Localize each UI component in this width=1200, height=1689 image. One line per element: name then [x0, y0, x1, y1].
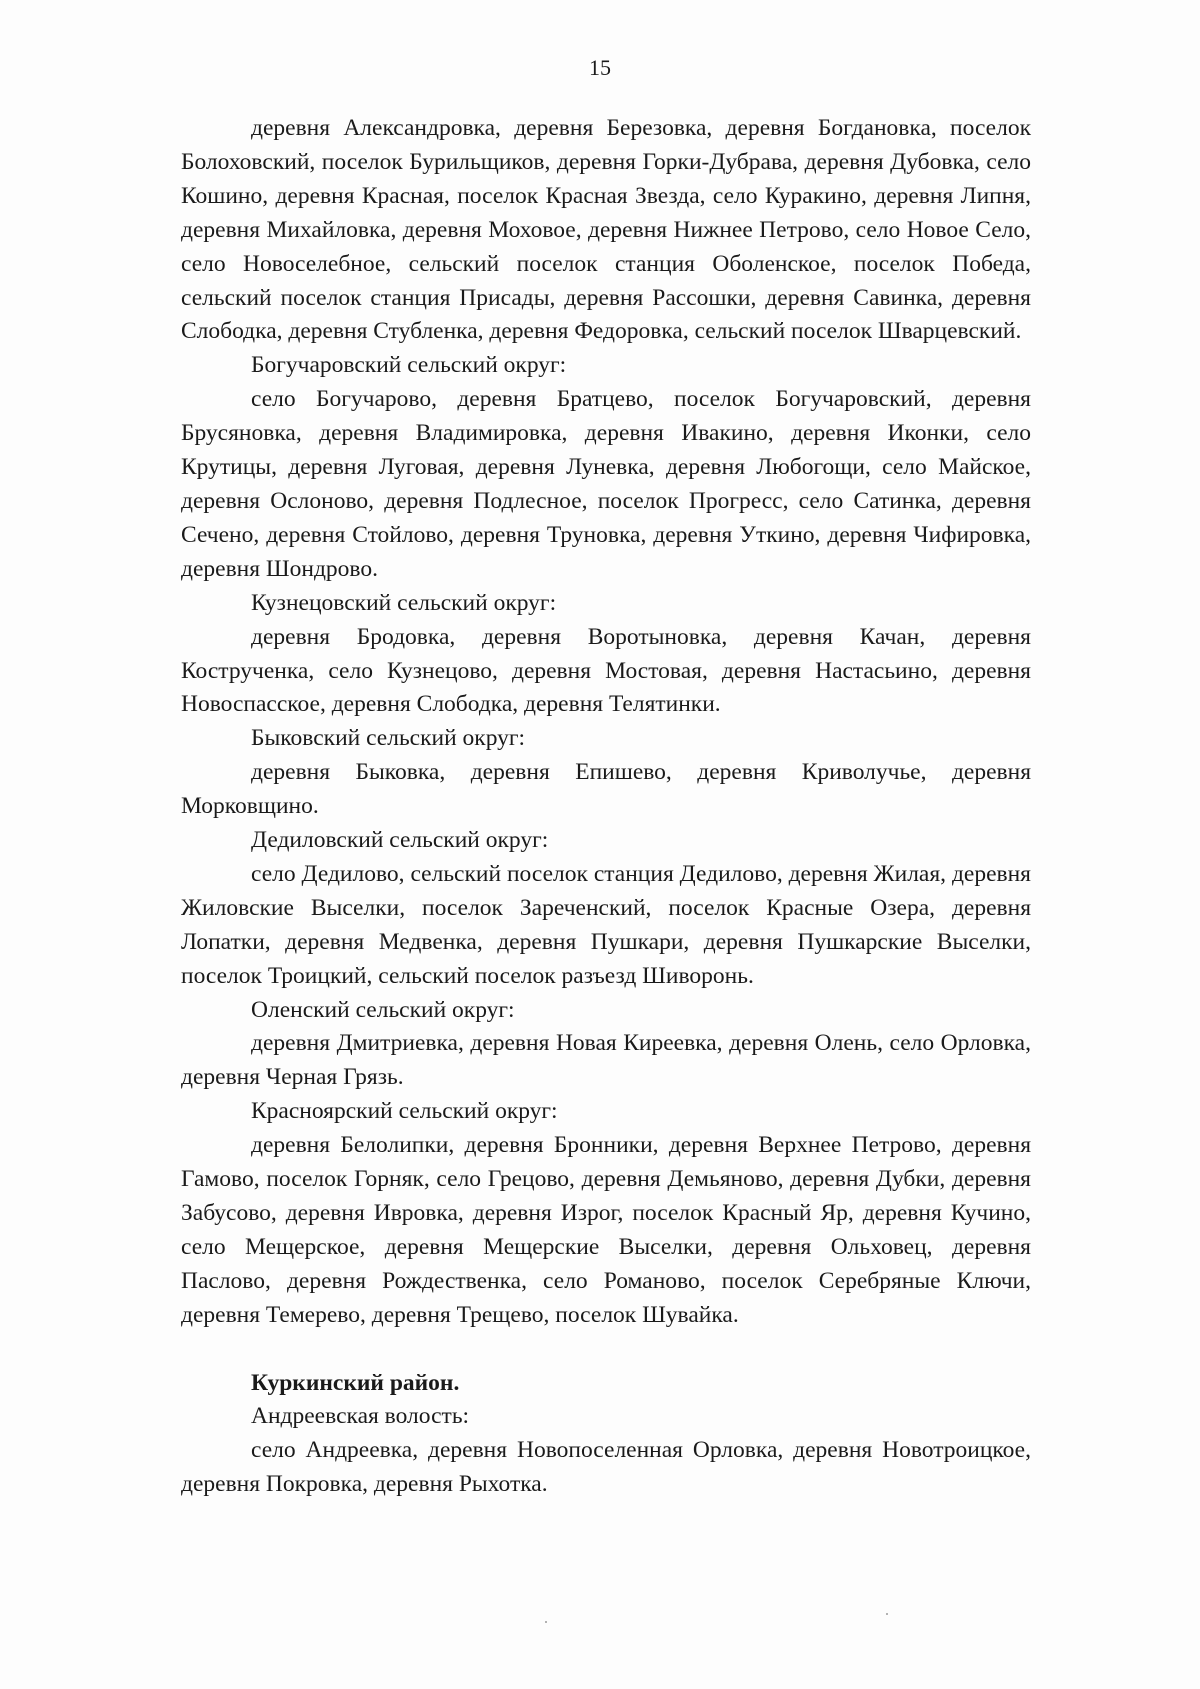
district-heading: Быковский сельский округ: [251, 725, 526, 752]
section-heading: Куркинский район. [251, 1369, 460, 1396]
document-body [181, 112, 1031, 1502]
settlement-list-paragraph: село Андреевка, деревня Новопоселенная Орловка, деревня Новотроицкое, деревня Покровка, деревня Рыхотка. [181, 1437, 1031, 1498]
district-heading: Кузнецовский сельский округ: [251, 589, 557, 616]
district-heading: Оленский сельский округ: [251, 996, 515, 1023]
settlement-list-paragraph: деревня Дмитриевка, деревня Новая Киреевка, деревня Олень, село Орловка, деревня Черная Грязь. [181, 1030, 1031, 1091]
district-heading: Дедиловский сельский округ: [251, 827, 549, 854]
scan-speck [545, 1621, 547, 1623]
scan-speck [886, 1613, 888, 1615]
page-number: 15 [589, 55, 611, 80]
district-heading: Богучаровский сельский округ: [251, 352, 567, 379]
settlement-list-paragraph: село Богучарово, деревня Братцево, поселок Богучаровский, деревня Брусяновка, деревня Владимировка, деревня Ивакино, деревня Иконки, село Крутицы, деревня Луговая, деревня Луневка, деревня Любогощи, село Майское, деревня Ослоново, деревня Подлесное, поселок Прогресс, село Сатинка, деревня Сечено, деревня Стойлово, деревня Труновка, деревня Уткино, деревня Чифировка, деревня Шондрово. [181, 386, 1031, 582]
settlement-list-paragraph: деревня Бродовка, деревня Воротыновка, деревня Качан, деревня Кострученка, село Кузнецово, деревня Мостовая, деревня Настасьино, деревня Новоспасское, деревня Слободка, деревня Телятинки. [181, 623, 1031, 718]
settlement-list-paragraph: деревня Быковка, деревня Епишево, деревня Криволучье, деревня Морковщино. [181, 759, 1031, 820]
settlement-list-paragraph: село Дедилово, сельский поселок станция Дедилово, деревня Жилая, деревня Жиловские Выселки, поселок Зареченский, поселок Красные Озера, деревня Лопатки, деревня Медвенка, деревня Пушкари, деревня Пушкарские Выселки, поселок Троицкий, сельский поселок разъезд Шиворонь. [181, 860, 1031, 989]
settlement-list-paragraph: деревня Александровка, деревня Березовка, деревня Богдановка, поселок Болоховский, поселок Бурильщиков, деревня Горки-Дубрава, деревня Дубовка, село Кошино, деревня Красная, поселок Красная Звезда, село Куракино, деревня Липня, деревня Михайловка, деревня Моховое, деревня Нижнее Петрово, село Новое Село, село Новоселебное, сельский поселок станция Оболенское, поселок Победа, сельский поселок станция Присады, деревня Рассошки, деревня Савинка, деревня Слободка, деревня Стубленка, деревня Федоровка, сельский поселок Шварцевский. [181, 115, 1031, 345]
settlement-list-paragraph: деревня Белолипки, деревня Бронники, деревня Верхнее Петрово, деревня Гамово, поселок Горняк, село Грецово, деревня Демьяново, деревня Дубки, деревня Забусово, деревня Ивровка, деревня Изрог, поселок Красный Яр, деревня Кучино, село Мещерское, деревня Мещерские Выселки, деревня Ольховец, деревня Паслово, деревня Рождественка, село Романово, поселок Серебряные Ключи, деревня Темерево, деревня Трещево, поселок Шувайка. [181, 1132, 1031, 1328]
district-heading: Красноярский сельский округ: [251, 1098, 558, 1125]
district-heading: Андреевская волость: [251, 1403, 470, 1430]
